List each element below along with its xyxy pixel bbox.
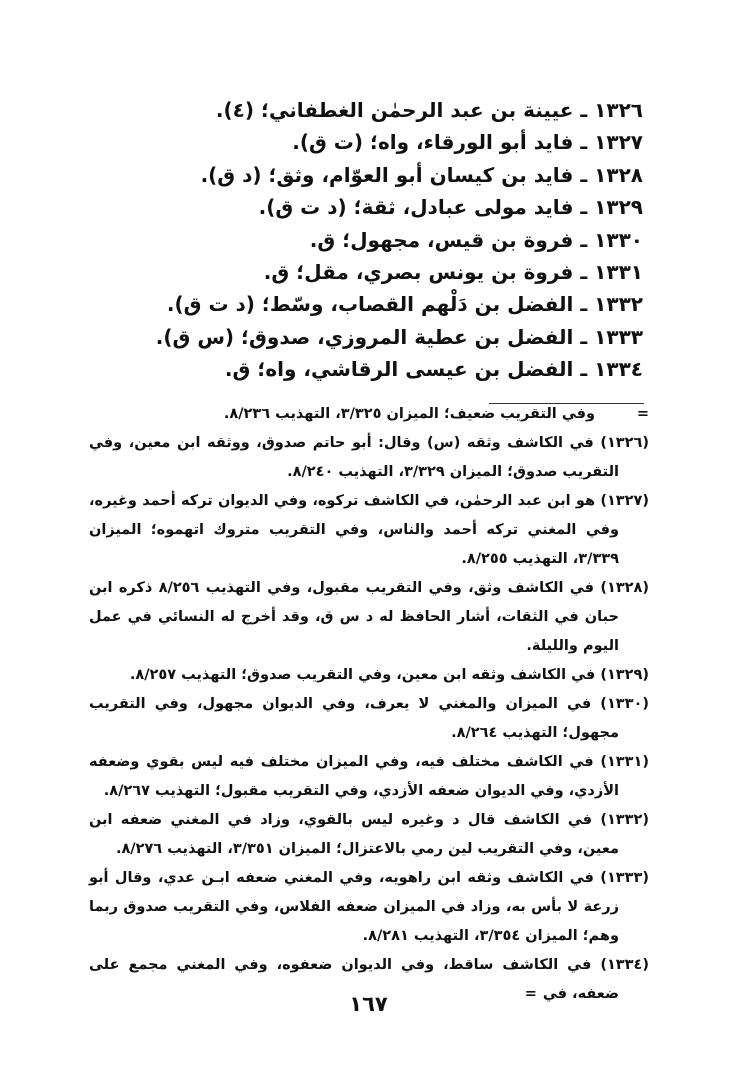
narrator-entry: ١٣٣٠ ـ فروة بن قيس، مجهول؛ ق.	[309, 227, 643, 252]
footnote-continuation	[89, 400, 649, 429]
narrator-entry: ١٣٣٤ ـ الفضل بن عيسى الرقاشي، واه؛ ق.	[224, 357, 643, 382]
footnote: (١٣٢٦) في الكاشف وثقه (س) وقال: أبو حاتم صدوق، ووثقه ابن معين، وفي التقريب صدوق؛ الميزان ٣/٣٢٩، التهذيب ٨/٢٤٠.	[89, 435, 649, 480]
footnote: (١٣٣٢) في الكاشف قال د وغيره ليس بالقوي، وزاد في المغني ضعفه ابن معين، وفي التقريب لين رمي بالاعتزال؛ الميزان ٣/٣٥١، التهذيب ٨/٢٧٦.	[89, 812, 649, 857]
footnote: (١٣٣١) في الكاشف مختلف فيه، وفي الميزان مختلف فيه ليس بقوي وضعفه الأزدي، وفي الديوان ضعفه الأزدي، وفي التقريب مقبول؛ التهذيب ٨/٢٦٧.	[89, 754, 649, 799]
narrator-entry: ١٣٢٦ ـ عيينة بن عبد الرحمٰن الغطفاني؛ (٤).	[215, 98, 643, 122]
footnote: (١٣٣٣) في الكاشف وثقه ابن راهويه، وفي المغني ضعفه ابـن عدي، وقال أبو زرعة لا بأس به، وزاد في الميزان ضعفه الفلاس، وفي التقريب صدوق ربما وهم؛ الميزان ٣/٣٥٤، التهذيب ٨/٢٨١.	[89, 870, 649, 944]
footnote: (١٣٢٩) في الكاشف وثقه ابن معين، وفي التقريب صدوق؛ التهذيب ٨/٢٥٧.	[129, 667, 649, 683]
narrator-entry: ١٣٣٢ ـ الفضل بن دَلْهم القصاب، وسّط؛ (د ت ق).	[166, 292, 643, 317]
footnote: (١٣٢٨) في الكاشف وثق، وفي التقريب مقبول، وفي التهذيب ٨/٢٥٦ ذكره ابن حبان في الثقات، أشار الحافظ له د س ق، وقد أخرج له النسائي في عمل اليوم والليلة.	[89, 580, 650, 654]
narrator-entry: ١٣٣٣ ـ الفضل بن عطية المروزي، صدوق؛ (س ق).	[155, 324, 643, 349]
footnote-text: (١٣٣٤) في الكاشف ساقط، وفي الديوان ضعفوه، وفي المغني مجمع على ضعفه، في	[89, 957, 649, 1002]
continuation-mark: =	[636, 406, 649, 422]
page-number: ١٦٧	[349, 992, 388, 1016]
footnote: (١٣٣٠) في الميزان والمغني لا يعرف، وفي الديوان مجهول، وفي التقريب مجهول؛ التهذيب ٨/٢٦٤.	[89, 696, 649, 741]
footnotes	[89, 400, 649, 1009]
narrator-entry: ١٣٢٨ ـ فايد بن كيسان أبو العوّام، وثق؛ (د ق).	[200, 162, 643, 187]
narrator-entry: ١٣٢٩ ـ فايد مولى عبادل، ثقة؛ (د ت ق).	[258, 195, 643, 220]
continues-mark: =	[524, 986, 537, 1002]
continuation-text: وفي التقريب ضعيف؛ الميزان ٣/٣٢٥، التهذيب ٨/٢٣٦.	[223, 406, 595, 422]
narrator-entries	[155, 94, 643, 386]
footnote: (١٣٢٧) هو ابن عبد الرحمٰن، في الكاشف تركوه، وفي الديوان تركه أحمد وغيره، وفي المغني تركه أحمد والناس، وفي التقريب متروك اتهموه؛ الميزان ٣/٣٣٩، التهذيب ٨/٢٥٥.	[89, 493, 649, 567]
narrator-entry: ١٣٣١ ـ فروة بن يونس بصري، مقل؛ ق.	[263, 259, 643, 284]
narrator-entry: ١٣٢٧ ـ فايد أبو الورقاء، واه؛ (ت ق).	[292, 130, 643, 155]
